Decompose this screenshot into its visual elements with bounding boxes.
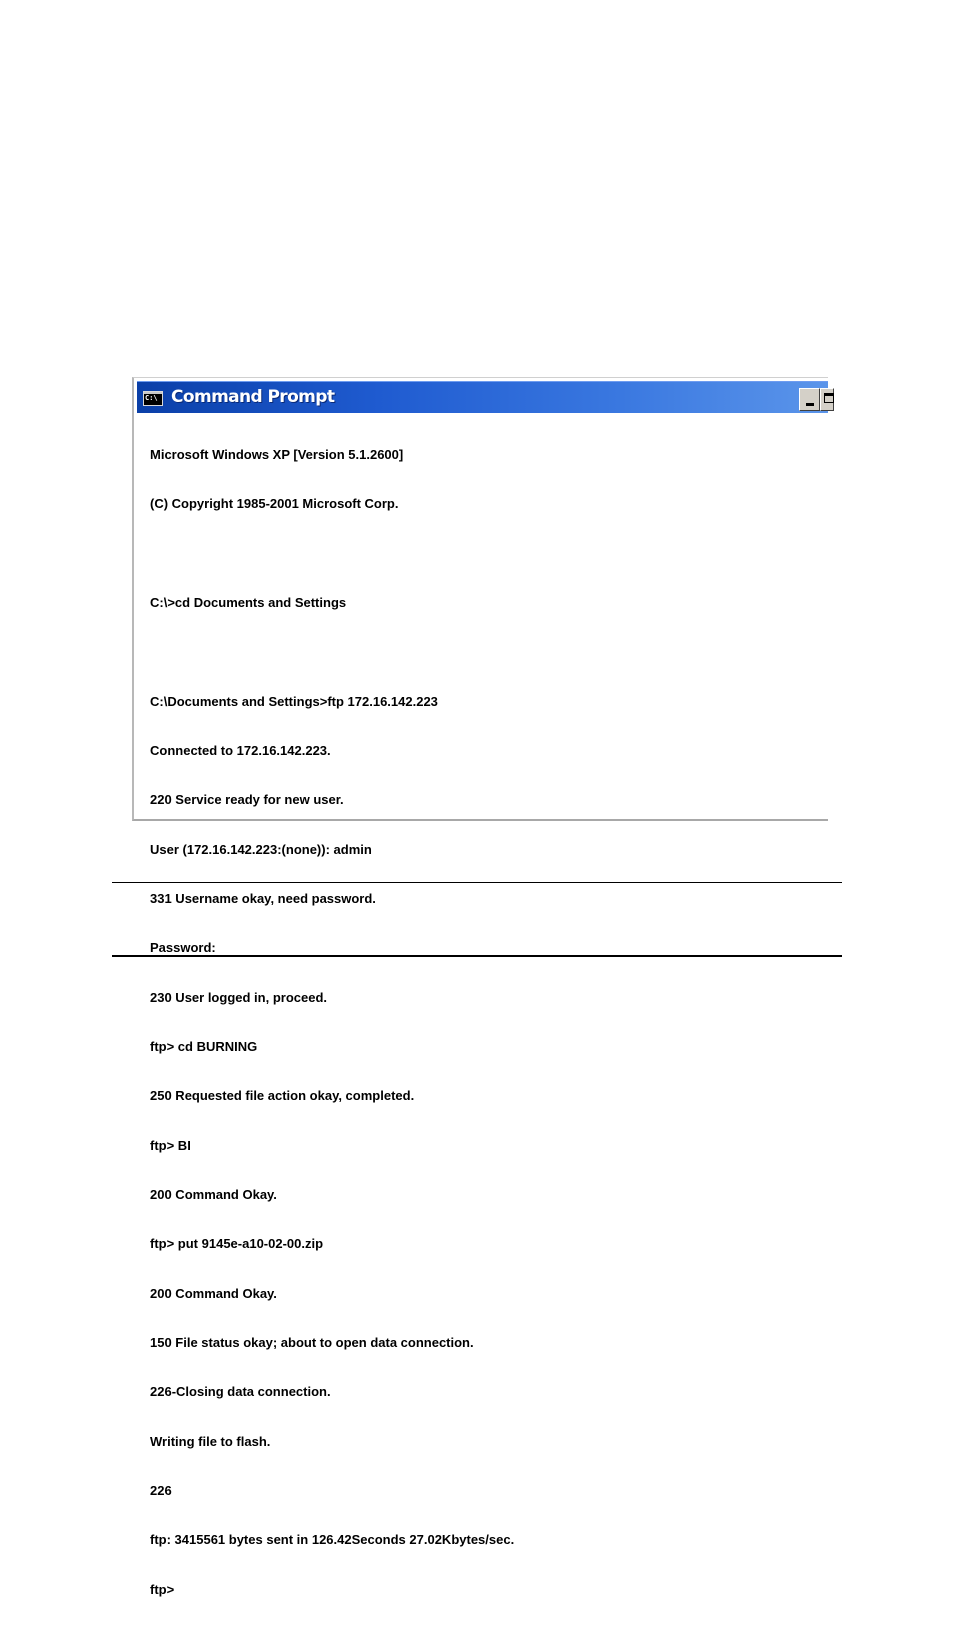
console-output[interactable]: [150, 414, 828, 1631]
console-line: ftp> cd BURNING: [150, 1039, 258, 1055]
console-line: 230 User logged in, proceed.: [150, 989, 327, 1005]
divider-bottom: [112, 955, 842, 957]
console-line: Writing file to flash.: [150, 1433, 271, 1449]
console-line: ftp> put 9145e-a10-02-00.zip: [150, 1236, 324, 1252]
console-line: ftp> BI: [150, 1137, 191, 1153]
console-line: 226-Closing data connection.: [150, 1384, 331, 1400]
console-line: Microsoft Windows XP [Version 5.1.2600]: [150, 446, 404, 462]
window-title: Command Prompt: [171, 387, 335, 407]
console-line: C:\Documents and Settings>ftp 172.16.142.223: [150, 693, 438, 709]
console-line: [150, 644, 828, 660]
command-prompt-window: [132, 377, 828, 1597]
maximize-icon: [824, 393, 834, 403]
title-bar[interactable]: [137, 381, 828, 413]
minimize-button[interactable]: [799, 388, 820, 411]
console-line: [150, 546, 828, 562]
console-line: 220 Service ready for new user.: [150, 792, 344, 808]
console-line: 200 Command Okay.: [150, 1285, 277, 1301]
console-line: 331 Username okay, need password.: [150, 891, 376, 906]
console-line: 250 Requested file action okay, completed.: [150, 1088, 415, 1104]
console-line: Password:: [150, 940, 216, 956]
command-prompt-icon[interactable]: C:\: [143, 391, 163, 406]
console-line: 226: [150, 1483, 172, 1499]
console-line: User (172.16.142.223:(none)): admin: [150, 841, 372, 857]
console-line: 200 Command Okay.: [150, 1187, 277, 1203]
divider-top: [112, 882, 842, 883]
console-line: ftp>: [150, 1581, 175, 1597]
minimize-icon: [806, 403, 814, 406]
console-line: C:\>cd Documents and Settings: [150, 594, 347, 610]
console-line: ftp: 3415561 bytes sent in 126.42Seconds 27.02Kbytes/sec.: [150, 1532, 515, 1548]
console-line: 150 File status okay; about to open data connection.: [150, 1335, 474, 1351]
console-line: (C) Copyright 1985-2001 Microsoft Corp.: [150, 496, 399, 512]
maximize-button[interactable]: [820, 388, 834, 411]
console-line: Connected to 172.16.142.223.: [150, 742, 331, 758]
